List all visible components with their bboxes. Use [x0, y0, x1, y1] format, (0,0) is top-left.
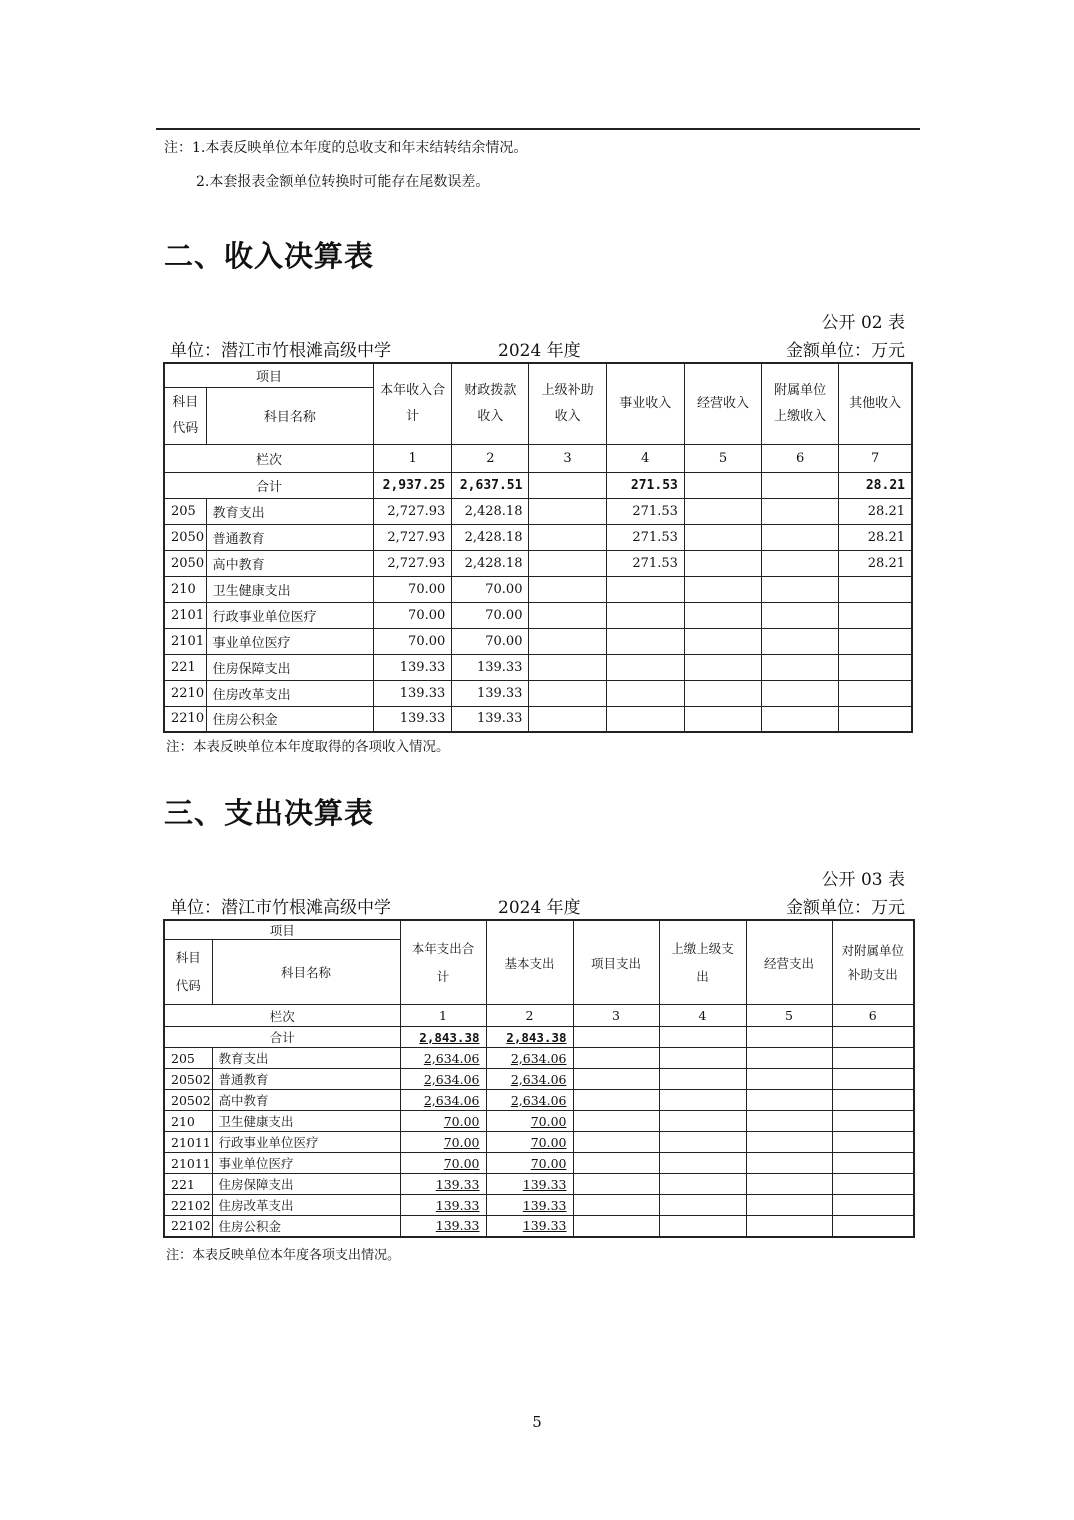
index-num: 7 [839, 444, 912, 472]
name-cell: 住房公积金 [212, 1216, 400, 1237]
header-col2: 财政拨款收入 [452, 363, 529, 444]
value-cell [746, 1174, 832, 1195]
value-cell [746, 1090, 832, 1111]
value-cell: 2,634.06 [486, 1048, 573, 1069]
total-cell [573, 1027, 659, 1048]
table-row [164, 628, 912, 654]
value-cell: 2,634.06 [400, 1069, 486, 1090]
total-label: 合计 [164, 472, 374, 498]
table-row [164, 524, 912, 550]
header-col3: 上级补助收入 [529, 363, 606, 444]
value-cell [746, 1111, 832, 1132]
index-num: 2 [452, 444, 529, 472]
value-cell [529, 498, 606, 524]
index-num: 6 [762, 444, 839, 472]
table-row [164, 654, 912, 680]
value-cell [762, 498, 839, 524]
name-cell: 住房保障支出 [212, 1174, 400, 1195]
header-item: 项目 [164, 920, 400, 940]
table-row [164, 1090, 914, 1111]
total-cell [746, 1027, 832, 1048]
value-cell: 2,634.06 [400, 1090, 486, 1111]
code-cell: 21011 [164, 1132, 212, 1153]
value-cell [746, 1216, 832, 1237]
header-col5: 经营收入 [684, 363, 761, 444]
note-line-2: 2.本套报表金额单位转换时可能存在尾数误差。 [196, 174, 490, 190]
total-cell: 2,843.38 [400, 1027, 486, 1048]
income-table [163, 362, 913, 733]
code-cell: 2101 [164, 602, 206, 628]
value-cell [573, 1111, 659, 1132]
name-cell: 高中教育 [212, 1090, 400, 1111]
header-name: 科目名称 [206, 387, 373, 444]
value-cell [762, 628, 839, 654]
code-cell: 210 [164, 576, 206, 602]
table-row [164, 602, 912, 628]
value-cell [573, 1132, 659, 1153]
value-cell [762, 576, 839, 602]
code-cell: 205 [164, 1048, 212, 1069]
total-cell [659, 1027, 746, 1048]
total-label: 合计 [164, 1027, 400, 1048]
value-cell [762, 524, 839, 550]
name-cell: 住房公积金 [206, 706, 373, 732]
value-cell: 139.33 [452, 680, 529, 706]
total-cell: 2,937.25 [374, 472, 452, 498]
value-cell: 139.33 [400, 1216, 486, 1237]
total-cell: 2,637.51 [452, 472, 529, 498]
value-cell [573, 1174, 659, 1195]
header-col6: 对附属单位补助支出 [832, 920, 914, 1005]
value-cell: 2,634.06 [486, 1069, 573, 1090]
code-cell: 221 [164, 654, 206, 680]
code-cell: 205 [164, 498, 206, 524]
value-cell [684, 654, 761, 680]
code-cell: 2210 [164, 706, 206, 732]
value-cell [573, 1216, 659, 1237]
value-cell [832, 1174, 914, 1195]
value-cell: 139.33 [400, 1195, 486, 1216]
value-cell [684, 628, 761, 654]
code-cell: 2210 [164, 680, 206, 706]
value-cell: 70.00 [400, 1111, 486, 1132]
note-line-1: 注：1.本表反映单位本年度的总收支和年末结转结余情况。 [164, 140, 528, 156]
total-cell: 2,843.38 [486, 1027, 573, 1048]
table-row [164, 498, 912, 524]
value-cell: 28.21 [839, 524, 912, 550]
header-col1: 本年支出合计 [400, 920, 486, 1005]
value-cell: 70.00 [486, 1111, 573, 1132]
value-cell: 70.00 [400, 1153, 486, 1174]
index-label: 栏次 [164, 444, 374, 472]
value-cell [839, 680, 912, 706]
value-cell: 2,634.06 [486, 1090, 573, 1111]
header-col7: 其他收入 [839, 363, 912, 444]
index-num: 6 [832, 1005, 914, 1027]
table-row [164, 1216, 914, 1237]
total-cell: 271.53 [606, 472, 684, 498]
name-cell: 普通教育 [212, 1069, 400, 1090]
value-cell [832, 1069, 914, 1090]
value-cell [684, 576, 761, 602]
code-cell: 22102 [164, 1216, 212, 1237]
name-cell: 住房改革支出 [212, 1195, 400, 1216]
value-cell [684, 550, 761, 576]
value-cell [529, 602, 606, 628]
value-cell [832, 1048, 914, 1069]
index-num: 5 [746, 1005, 832, 1027]
value-cell: 70.00 [374, 628, 452, 654]
value-cell [684, 602, 761, 628]
index-num: 5 [684, 444, 761, 472]
total-cell [529, 472, 606, 498]
value-cell: 2,428.18 [452, 524, 529, 550]
value-cell [684, 706, 761, 732]
expenditure-table [163, 919, 915, 1238]
name-cell: 住房改革支出 [206, 680, 373, 706]
header-col5: 经营支出 [746, 920, 832, 1005]
code-cell: 20502 [164, 1069, 212, 1090]
name-cell: 行政事业单位医疗 [206, 602, 373, 628]
table-row [164, 1195, 914, 1216]
value-cell [529, 654, 606, 680]
total-cell [832, 1027, 914, 1048]
name-cell: 事业单位医疗 [206, 628, 373, 654]
index-num: 1 [400, 1005, 486, 1027]
code-cell: 2050 [164, 550, 206, 576]
value-cell: 70.00 [452, 602, 529, 628]
value-cell [606, 706, 684, 732]
value-cell [659, 1132, 746, 1153]
header-code: 科目代码 [164, 940, 212, 1005]
value-cell [832, 1216, 914, 1237]
name-cell: 卫生健康支出 [206, 576, 373, 602]
table-row [164, 1111, 914, 1132]
section-2-title: 二、收入决算表 [164, 239, 375, 273]
value-cell: 70.00 [486, 1132, 573, 1153]
value-cell: 139.33 [374, 654, 452, 680]
code-cell: 20502 [164, 1090, 212, 1111]
value-cell [606, 602, 684, 628]
value-cell [529, 706, 606, 732]
value-cell: 139.33 [486, 1216, 573, 1237]
table-code-02: 公开 02 表 [821, 313, 905, 333]
total-row [164, 1027, 914, 1048]
code-cell: 22102 [164, 1195, 212, 1216]
value-cell [762, 654, 839, 680]
code-cell: 210 [164, 1111, 212, 1132]
value-cell [606, 576, 684, 602]
value-cell [832, 1195, 914, 1216]
value-cell: 271.53 [606, 524, 684, 550]
value-cell: 2,428.18 [452, 550, 529, 576]
table-row [164, 1048, 914, 1069]
table-row [164, 576, 912, 602]
value-cell [839, 602, 912, 628]
value-cell: 70.00 [374, 602, 452, 628]
total-cell [762, 472, 839, 498]
value-cell [573, 1069, 659, 1090]
value-cell [746, 1195, 832, 1216]
value-cell: 139.33 [452, 654, 529, 680]
name-cell: 事业单位医疗 [212, 1153, 400, 1174]
value-cell: 70.00 [374, 576, 452, 602]
value-cell: 139.33 [486, 1195, 573, 1216]
value-cell [746, 1069, 832, 1090]
value-cell: 70.00 [486, 1153, 573, 1174]
header-col6: 附属单位上缴收入 [762, 363, 839, 444]
value-cell [762, 550, 839, 576]
value-cell: 139.33 [374, 706, 452, 732]
value-cell: 139.33 [486, 1174, 573, 1195]
table-row [164, 1174, 914, 1195]
table-row [164, 1153, 914, 1174]
value-cell: 28.21 [839, 498, 912, 524]
table-row [164, 550, 912, 576]
value-cell [659, 1069, 746, 1090]
value-cell: 139.33 [400, 1174, 486, 1195]
currency-label: 金额单位：万元 [786, 898, 905, 918]
section-3-title: 三、支出决算表 [164, 796, 375, 830]
value-cell [832, 1111, 914, 1132]
value-cell [839, 654, 912, 680]
header-col4: 上缴上级支出 [659, 920, 746, 1005]
value-cell [529, 628, 606, 654]
value-cell [762, 602, 839, 628]
value-cell [832, 1153, 914, 1174]
value-cell [832, 1132, 914, 1153]
header-item: 项目 [164, 363, 374, 387]
header-name: 科目名称 [212, 940, 400, 1005]
value-cell: 2,634.06 [400, 1048, 486, 1069]
value-cell [839, 576, 912, 602]
value-cell [573, 1090, 659, 1111]
code-cell: 2101 [164, 628, 206, 654]
value-cell: 2,727.93 [374, 550, 452, 576]
value-cell [832, 1090, 914, 1111]
value-cell: 28.21 [839, 550, 912, 576]
value-cell: 139.33 [452, 706, 529, 732]
value-cell [659, 1174, 746, 1195]
total-row [164, 472, 912, 498]
header-col4: 事业收入 [606, 363, 684, 444]
value-cell [659, 1195, 746, 1216]
value-cell [659, 1216, 746, 1237]
value-cell [529, 524, 606, 550]
index-num: 4 [606, 444, 684, 472]
header-col2: 基本支出 [486, 920, 573, 1005]
name-cell: 卫生健康支出 [212, 1111, 400, 1132]
index-num: 2 [486, 1005, 573, 1027]
value-cell: 70.00 [452, 576, 529, 602]
total-cell [684, 472, 761, 498]
value-cell [684, 498, 761, 524]
value-cell: 70.00 [452, 628, 529, 654]
value-cell [762, 706, 839, 732]
currency-label: 金额单位：万元 [786, 341, 905, 361]
header-col1: 本年收入合计 [374, 363, 452, 444]
value-cell [606, 654, 684, 680]
value-cell [839, 628, 912, 654]
name-cell: 高中教育 [206, 550, 373, 576]
index-label: 栏次 [164, 1005, 400, 1027]
value-cell [573, 1153, 659, 1174]
value-cell: 70.00 [400, 1132, 486, 1153]
value-cell [529, 576, 606, 602]
year-label: 2024 年度 [498, 898, 581, 918]
value-cell: 271.53 [606, 498, 684, 524]
index-num: 3 [573, 1005, 659, 1027]
value-cell: 2,428.18 [452, 498, 529, 524]
value-cell [762, 680, 839, 706]
page-number: 5 [532, 1413, 542, 1431]
table-row [164, 1132, 914, 1153]
value-cell [659, 1111, 746, 1132]
value-cell [746, 1132, 832, 1153]
header-col3: 项目支出 [573, 920, 659, 1005]
total-cell: 28.21 [839, 472, 912, 498]
value-cell [606, 680, 684, 706]
code-cell: 2050 [164, 524, 206, 550]
value-cell: 139.33 [374, 680, 452, 706]
value-cell: 271.53 [606, 550, 684, 576]
name-cell: 住房保障支出 [206, 654, 373, 680]
name-cell: 行政事业单位医疗 [212, 1132, 400, 1153]
index-num: 3 [529, 444, 606, 472]
code-cell: 221 [164, 1174, 212, 1195]
name-cell: 普通教育 [206, 524, 373, 550]
value-cell [746, 1048, 832, 1069]
unit-label: 单位：潜江市竹根滩高级中学 [170, 341, 391, 361]
value-cell [659, 1090, 746, 1111]
unit-label: 单位：潜江市竹根滩高级中学 [170, 898, 391, 918]
value-cell [659, 1153, 746, 1174]
name-cell: 教育支出 [212, 1048, 400, 1069]
value-cell [529, 680, 606, 706]
expenditure-note: 注：本表反映单位本年度各项支出情况。 [166, 1248, 401, 1263]
name-cell: 教育支出 [206, 498, 373, 524]
value-cell [573, 1195, 659, 1216]
value-cell: 2,727.93 [374, 524, 452, 550]
table-row [164, 1069, 914, 1090]
table-row [164, 706, 912, 732]
value-cell [746, 1153, 832, 1174]
index-num: 4 [659, 1005, 746, 1027]
value-cell [659, 1048, 746, 1069]
value-cell [573, 1048, 659, 1069]
income-note: 注：本表反映单位本年度取得的各项收入情况。 [166, 739, 450, 755]
code-cell: 21011 [164, 1153, 212, 1174]
value-cell [529, 550, 606, 576]
index-num: 1 [374, 444, 452, 472]
table-code-03: 公开 03 表 [821, 870, 905, 890]
year-label: 2024 年度 [498, 341, 581, 361]
value-cell: 2,727.93 [374, 498, 452, 524]
table-row [164, 680, 912, 706]
top-rule [156, 128, 920, 130]
header-code: 科目代码 [164, 387, 206, 444]
value-cell [606, 628, 684, 654]
value-cell [684, 524, 761, 550]
value-cell [684, 680, 761, 706]
value-cell [839, 706, 912, 732]
